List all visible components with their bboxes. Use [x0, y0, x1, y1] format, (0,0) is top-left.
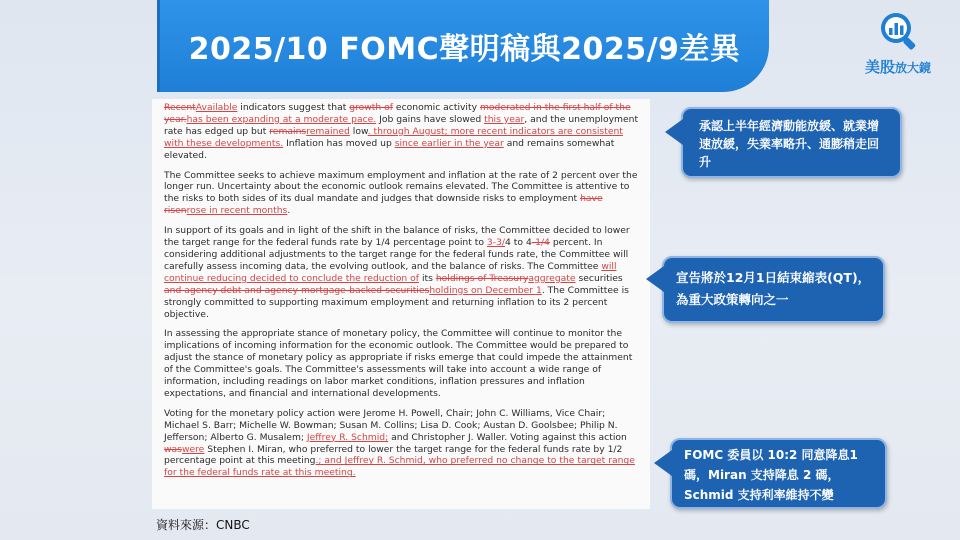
- inserted-text: Available: [195, 102, 238, 113]
- statement-text: The Committee seeks to achieve maximum employment and inflation at the rate of 2 percent over the longer run. Uncertainty about the economic outlook remains elevated. The Committee is attentive to the risks to both sides of its dual mandate and judges that downside risks to employment: [164, 169, 638, 205]
- deleted-text: remains: [269, 125, 307, 137]
- statement-text: Stephen I. Miran, who preferred to lower the target range for the federal funds rate by 1/2 percentage point at this meeting: [164, 443, 623, 467]
- deleted-text: growth of: [349, 102, 393, 113]
- callout-vote: [670, 438, 887, 509]
- inserted-text: Jeffrey R. Schmid;: [306, 431, 389, 443]
- deleted-text: holdings of Treasury: [435, 272, 529, 284]
- magnifier-chart-icon: [878, 10, 920, 50]
- statement-text: .: [287, 205, 291, 217]
- inserted-text: has been expanding at a moderate pace.: [186, 113, 377, 125]
- statement-text: low: [349, 125, 368, 137]
- brand-name: [848, 56, 948, 77]
- callout-text: 宣告將於12月1日結束縮表(QT)，為重大政策轉向之一: [676, 270, 871, 307]
- statement-text: 4 to 4: [505, 237, 532, 249]
- deleted-text: -1/4: [531, 237, 550, 249]
- callout-pointer: [654, 450, 672, 476]
- callout-text: 承認上半年經濟動能放緩、就業增速放緩，失業率略升、通膨稍走回升: [699, 119, 880, 169]
- callout-pointer: [665, 119, 683, 145]
- callout-text: FOMC 委員以 10:2 同意降息1碼，Miran 支持降息 2 碼，Schmid 支持利率維持不變: [684, 448, 858, 502]
- brand-logo: [848, 10, 948, 74]
- statement-paragraph: [164, 408, 640, 479]
- deleted-text: and agency debt and agency mortgage-backed securities: [164, 284, 430, 296]
- inserted-text: .; and Jeffrey R. Schmid, who preferred no change to the target range for the federal funds rate at this meeting.: [164, 455, 635, 479]
- statement-text: . The Committee is strongly committed to supporting maximum employment and returning inflation to its 2 percent objective.: [164, 284, 629, 320]
- source-note: 資料來源：CNBC: [156, 518, 250, 532]
- callout-economy: [681, 107, 902, 178]
- inserted-text: this year: [484, 113, 525, 125]
- inserted-text: aggregate: [528, 272, 576, 284]
- deleted-text: was: [164, 443, 182, 455]
- deleted-text: Recent: [164, 102, 196, 113]
- inserted-text: since earlier in the year: [394, 137, 504, 149]
- statement-text: its: [419, 272, 436, 284]
- statement-text: Job gains have slowed: [376, 113, 485, 125]
- statement-text: Voting for the monetary policy action were Jerome H. Powell, Chair; John C. Williams, Vice Chair; Michael S. Barr; Michelle W. Bowman; Susan M. Collins; Lisa D. Cook; Austan D. Goolsbee; Philip N. Jefferson; Alberto G. Musalem;: [164, 407, 618, 443]
- statement-paragraph: [164, 225, 640, 320]
- statement-text: and remains somewhat elevated.: [164, 137, 615, 161]
- brand-name-sub: 放大鏡: [895, 61, 932, 75]
- deleted-text: moderated in the first half of the year.: [164, 102, 631, 125]
- fomc-statement-diff: [152, 99, 650, 509]
- inserted-text: 3-3/: [486, 237, 506, 249]
- statement-text: economic activity: [393, 102, 480, 113]
- slide-title-banner: [157, 0, 769, 92]
- inserted-text: were: [181, 443, 205, 455]
- statement-text: In assessing the appropriate stance of monetary policy, the Committee will continue to monitor the implications of incoming information for the economic outlook. The Committee would be prepared to adjust the stance of monetary policy as appropriate if risks emerge that could impede the attainment of the Committee's goals. The Committee's assessments will take into account a wide range of information, including readings on labor market conditions, inflation pressures and inflation expectations, and financial and international developments.: [164, 328, 633, 399]
- statement-text: percent. In considering additional adjustments to the target range for the federal funds rate, the Committee will carefully assess incoming data, the evolving outlook, and the balance of risks. The Committee: [164, 237, 629, 272]
- inserted-text: . through August; more recent indicators are consistent with these developments.: [164, 125, 623, 149]
- statement-text: securities: [575, 272, 623, 284]
- statement-text: , and the unemployment rate has edged up but: [164, 113, 639, 137]
- slide-title: 2025/10 FOMC聲明稿與2025/9差異: [188, 32, 741, 67]
- statement-text: In support of its goals and in light of the shift in the balance of risks, the Committee decided to lower the target range for the federal funds rate by 1/4 percentage point to: [164, 225, 630, 249]
- deleted-text: have risen: [164, 193, 603, 217]
- inserted-text: rose in recent months: [186, 205, 288, 217]
- inserted-text: remained: [306, 125, 350, 137]
- inserted-text: will continue reducing decided to conclude the reduction of: [164, 260, 617, 284]
- statement-text: Inflation has moved up: [283, 137, 395, 149]
- brand-name-main: 美股: [864, 58, 895, 76]
- statement-text: indicators suggest that: [237, 102, 350, 113]
- callout-pointer: [646, 266, 664, 292]
- inserted-text: holdings on December 1: [429, 284, 542, 296]
- statement-paragraph: [164, 328, 640, 399]
- statement-paragraph: [164, 170, 640, 218]
- statement-paragraph: [164, 102, 640, 162]
- statement-text: and Christopher J. Waller. Voting against this action: [388, 431, 627, 443]
- callout-qt: [662, 256, 885, 323]
